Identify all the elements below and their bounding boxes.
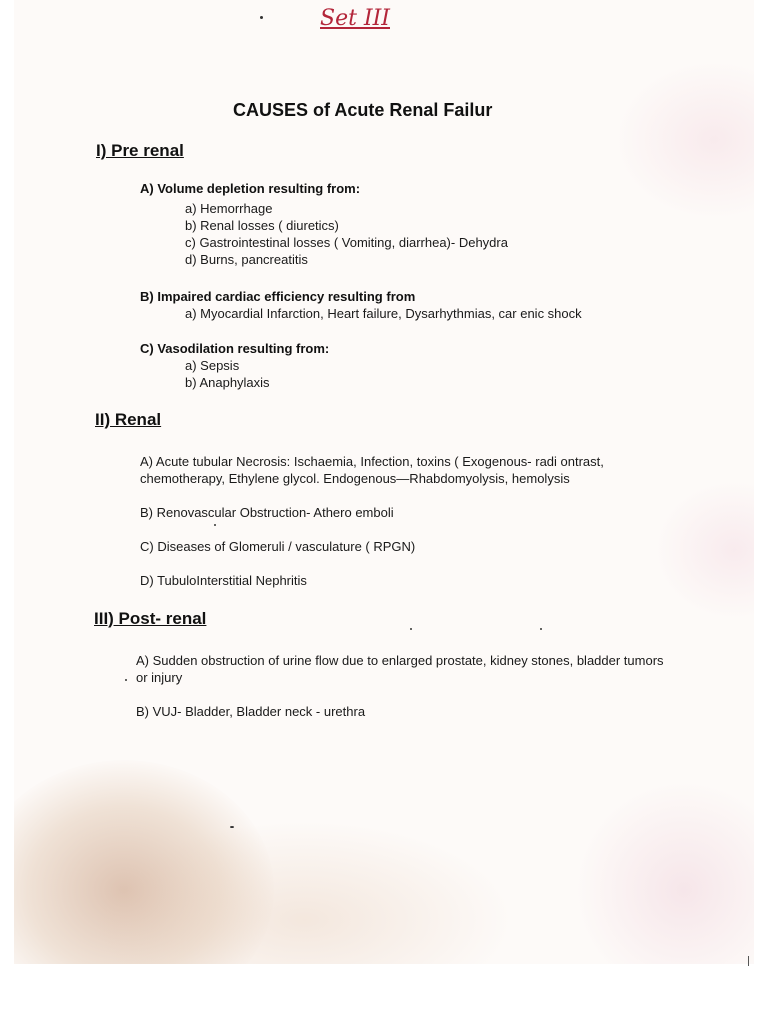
paper-stain <box>654 480 754 620</box>
paper-stain <box>94 820 514 964</box>
list-item: b) Renal losses ( diuretics) <box>185 218 339 233</box>
subheading-vasodilation: C) Vasodilation resulting from: <box>140 341 330 356</box>
list-item: d) Burns, pancreatitis <box>185 252 308 267</box>
list-item: D) TubuloInterstitial Nephritis <box>140 573 307 588</box>
list-item: B) VUJ- Bladder, Bladder neck - urethra <box>136 704 366 719</box>
scanned-page <box>14 0 754 964</box>
paper-stain <box>614 60 754 220</box>
ink-speck <box>410 628 412 630</box>
paper-stain <box>14 760 274 964</box>
list-item: C) Diseases of Glomeruli / vasculature ( RPGN) <box>140 539 416 554</box>
ink-speck <box>125 679 127 681</box>
section-heading-renal: II) Renal <box>95 410 162 429</box>
section-heading-pre-renal: I) Pre renal <box>96 141 184 160</box>
list-item: c) Gastrointestinal losses ( Vomiting, diarrhea)- Dehydra <box>185 235 508 250</box>
set-label: Set III <box>320 6 390 31</box>
list-item: a) Sepsis <box>185 358 240 373</box>
list-item: a) Myocardial Infarction, Heart failure, Dysarhythmias, car enic shock <box>185 306 582 321</box>
ink-speck <box>230 826 234 828</box>
subheading-volume-depletion: A) Volume depletion resulting from: <box>140 181 361 196</box>
ink-speck <box>214 524 216 526</box>
page-title: CAUSES of Acute Renal Failur <box>233 100 493 120</box>
paper-stain <box>574 780 754 964</box>
scan-edge-mark <box>748 956 749 966</box>
list-item: a) Hemorrhage <box>185 201 273 216</box>
list-item: A) Acute tubular Necrosis: Ischaemia, Infection, toxins ( Exogenous- radi ontrast, chemotherapy, Ethylene glycol. Endogenous—Rhabdomyolysis, hemolysis <box>140 454 604 486</box>
list-item: b) Anaphylaxis <box>185 375 270 390</box>
ink-speck <box>260 16 263 19</box>
list-item: A) Sudden obstruction of urine flow due to enlarged prostate, kidney stones, bladder tumors or injury <box>136 653 664 685</box>
list-item: B) Renovascular Obstruction- Athero emboli <box>140 505 394 520</box>
section-heading-post-renal: III) Post- renal <box>94 609 207 628</box>
subheading-cardiac-efficiency: B) Impaired cardiac efficiency resulting from <box>140 289 416 304</box>
ink-speck <box>540 628 542 630</box>
